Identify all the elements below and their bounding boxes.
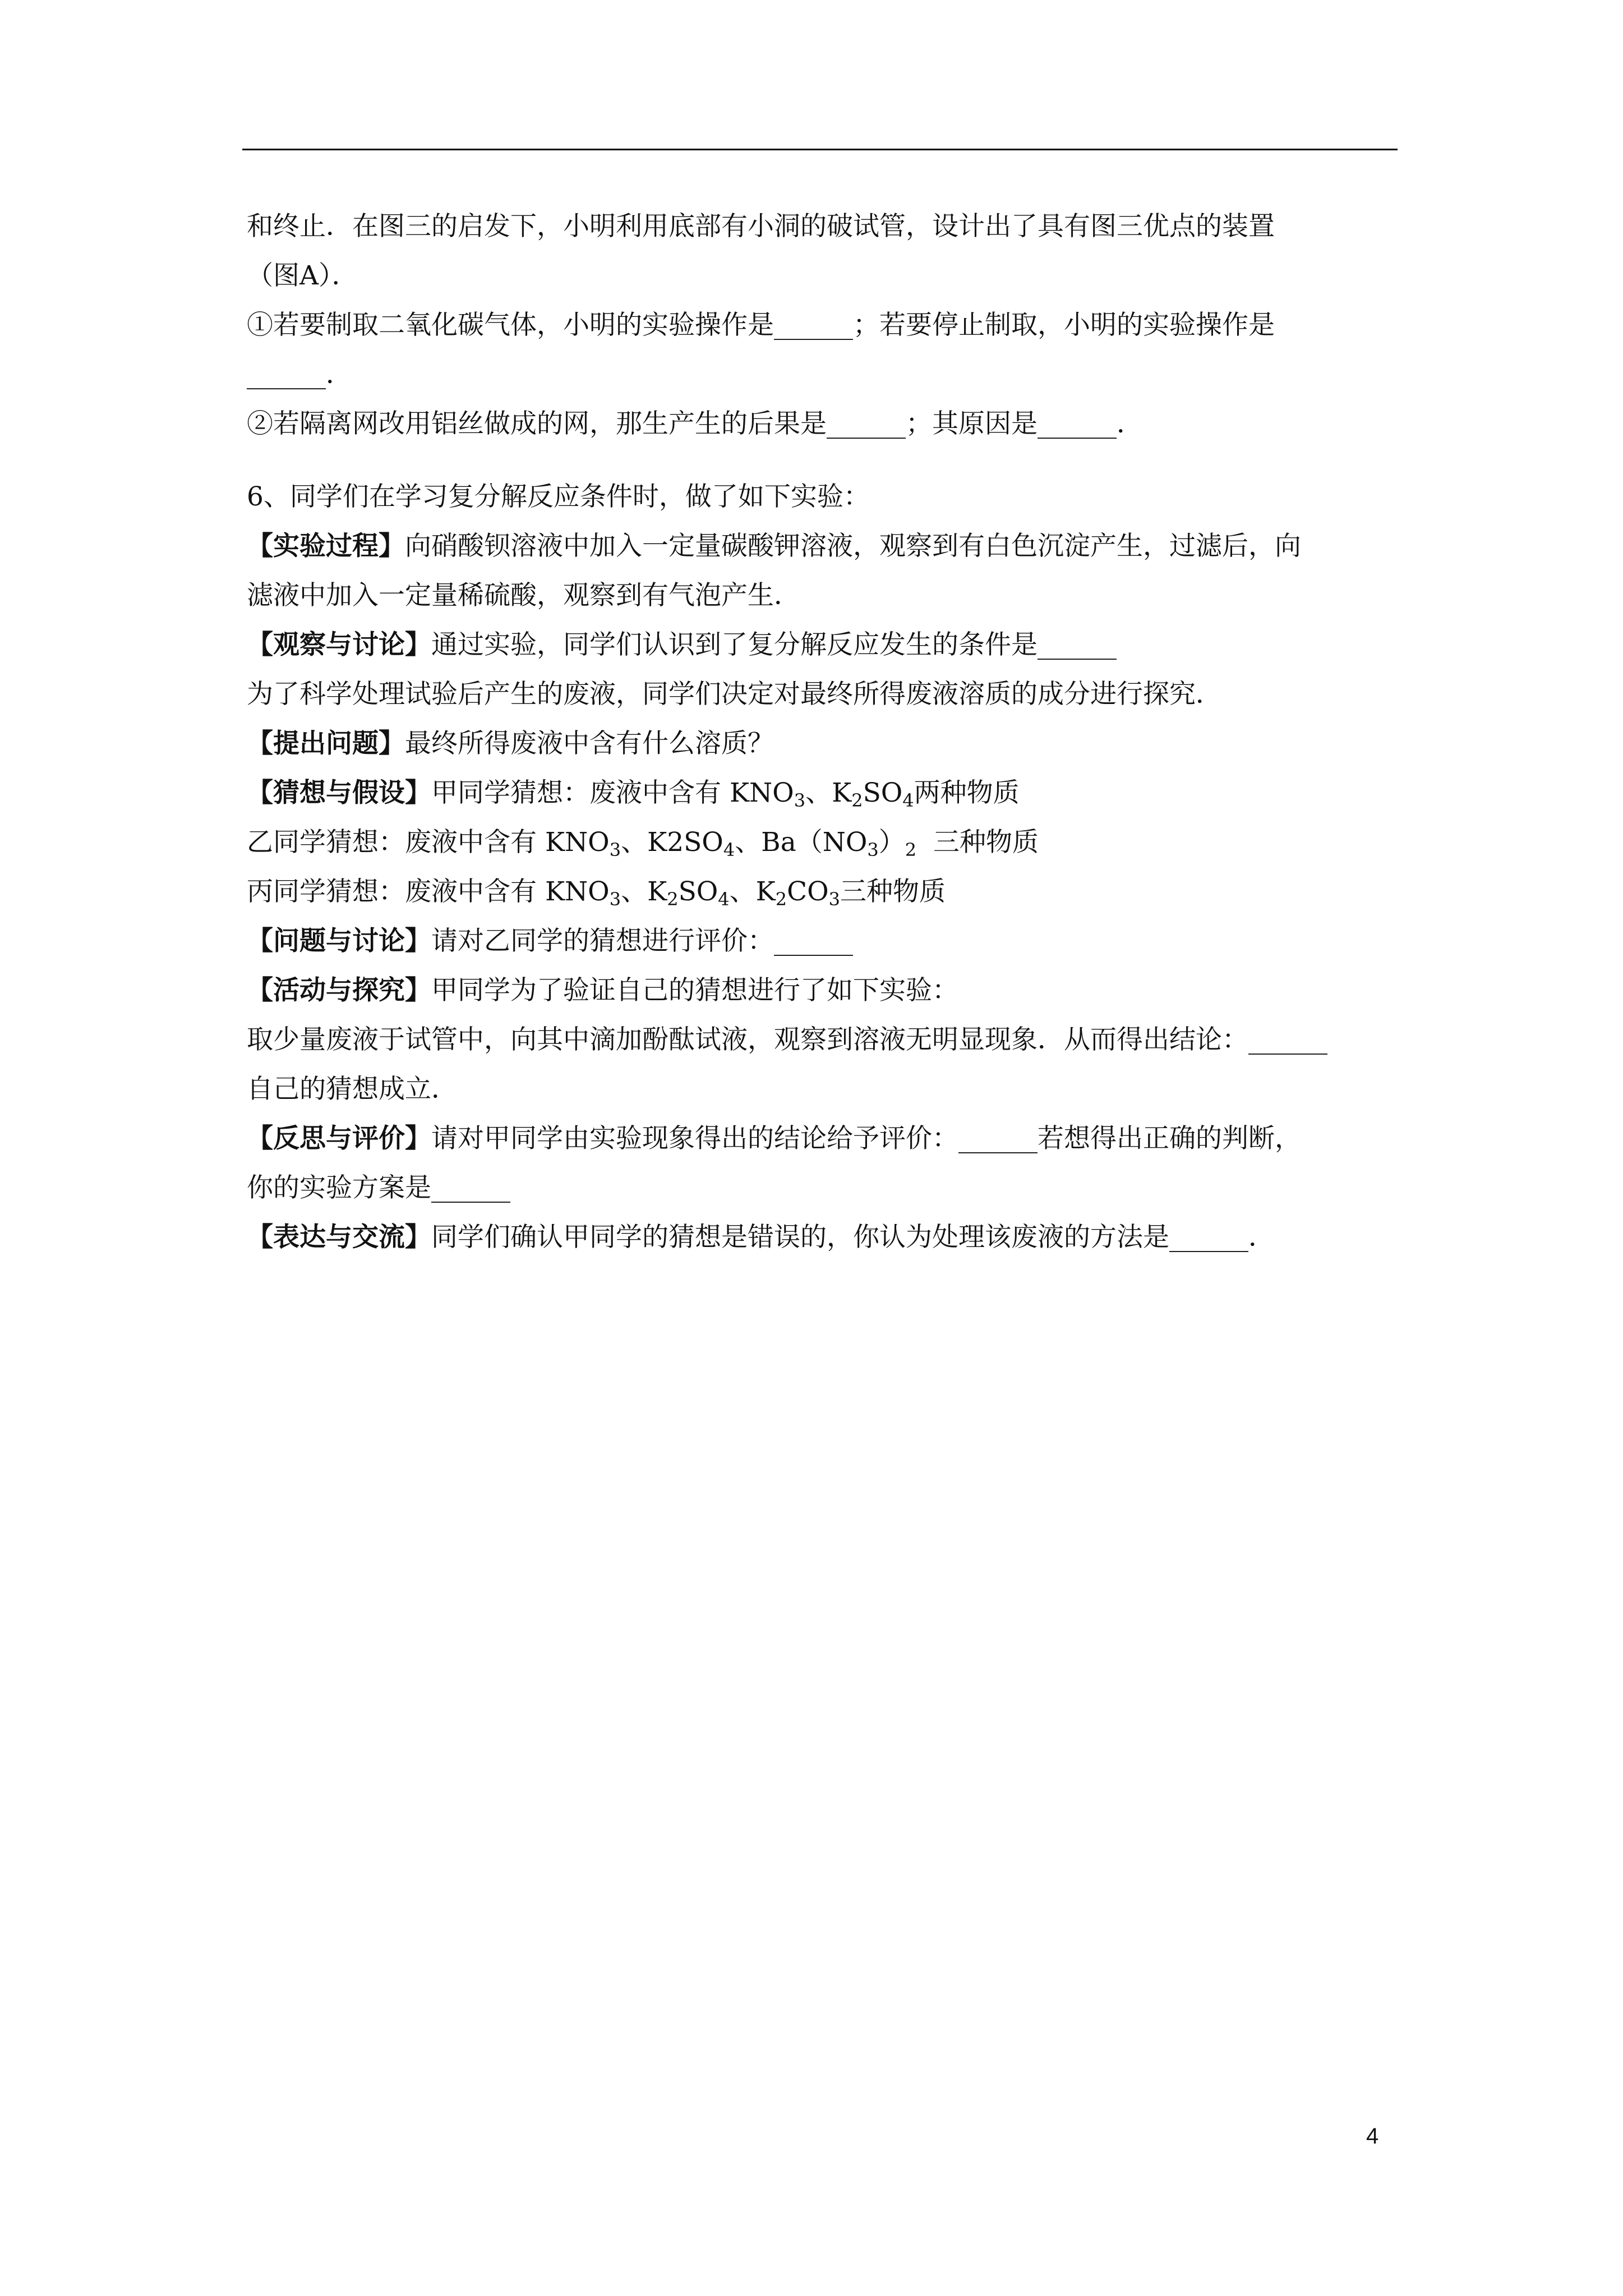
hyp-jia-text: 两种物质 xyxy=(914,777,1020,808)
question-item-1-cont: ______． xyxy=(247,359,352,390)
subscript: 4 xyxy=(718,889,730,910)
hyp-bing-text: 、K xyxy=(621,876,667,907)
question-item-2: ②若隔离网改用铝丝做成的网，那生产生的后果是______；其原因是______． xyxy=(247,408,1143,439)
hypothesis-label: 【猜想与假设】 xyxy=(247,777,431,808)
experiment-process-text: 向硝酸钡溶液中加入一定量碳酸钾溶液，观察到有白色沉淀产生，过滤后，向 xyxy=(405,531,1301,562)
paragraph-gap xyxy=(247,449,1400,472)
subscript: 2 xyxy=(775,889,787,910)
hyp-yi-text: 三种物质 xyxy=(916,827,1039,858)
hyp-yi-text: 乙同学猜想：废液中含有 KNO xyxy=(247,827,610,858)
experiment-process-label: 【实验过程】 xyxy=(247,531,405,562)
document-body xyxy=(247,202,1400,1262)
observe-discuss xyxy=(247,620,1400,670)
hypothesis-bing xyxy=(247,867,1400,917)
observe-discuss-label: 【观察与讨论】 xyxy=(247,629,431,660)
reflect-evaluate-label: 【反思与评价】 xyxy=(247,1123,431,1154)
activity-explore-label: 【活动与探究】 xyxy=(247,975,431,1006)
reflect-evaluate-cont: 你的实验方案是______ xyxy=(247,1172,510,1203)
hyp-jia-text: 甲同学猜想：废液中含有 KNO xyxy=(431,777,794,808)
subscript: 4 xyxy=(902,790,914,811)
experiment-process-cont: 滤液中加入一定量稀硫酸，观察到有气泡产生． xyxy=(247,580,800,611)
subscript: 2 xyxy=(851,790,863,811)
hyp-bing-text: CO xyxy=(787,876,829,907)
hyp-bing-text: 三种物质 xyxy=(840,876,946,907)
activity-explore-cont2: 自己的猜想成立． xyxy=(247,1074,458,1105)
hyp-yi-text: 、K2SO xyxy=(621,827,723,858)
subscript: 3 xyxy=(828,889,840,910)
activity-explore-cont: 取少量废液于试管中，向其中滴加酚酞试液，观察到溶液无明显现象．从而得出结论：______ xyxy=(247,1024,1327,1055)
paragraph-continued: 和终止．在图三的启发下，小明利用底部有小洞的破试管，设计出了具有图三优点的装置 xyxy=(247,211,1275,242)
subscript: 3 xyxy=(794,790,806,811)
experiment-process xyxy=(247,522,1400,571)
purpose-text: 为了科学处理试验后产生的废液，同学们决定对最终所得废液溶质的成分进行探究． xyxy=(247,679,1222,710)
hyp-bing-text: 丙同学猜想：废液中含有 KNO xyxy=(247,876,610,907)
activity-explore-text: 甲同学为了验证自己的猜想进行了如下实验： xyxy=(431,975,958,1006)
raise-question-text: 最终所得废液中含有什么溶质？ xyxy=(405,728,774,759)
subscript: 2 xyxy=(905,839,917,861)
paragraph-figure-ref: （图A）． xyxy=(247,260,358,291)
problem-discussion-label: 【问题与讨论】 xyxy=(247,926,431,956)
hyp-yi-text: ） xyxy=(878,827,905,858)
problem-discussion xyxy=(247,917,1400,966)
hypothesis-yi xyxy=(247,818,1400,867)
subscript: 3 xyxy=(609,839,621,861)
express-exchange-label: 【表达与交流】 xyxy=(247,1222,431,1253)
hyp-bing-text: 、K xyxy=(729,876,776,907)
reflect-evaluate-text: 请对甲同学由实验现象得出的结论给予评价：______若想得出正确的判断， xyxy=(431,1123,1301,1154)
hyp-jia-text: 、K xyxy=(805,777,852,808)
subscript: 3 xyxy=(609,889,621,910)
subscript: 3 xyxy=(867,839,879,861)
header-rule xyxy=(242,149,1398,150)
hypothesis-jia xyxy=(247,769,1400,818)
express-exchange-text: 同学们确认甲同学的猜想是错误的，你认为处理该废液的方法是______． xyxy=(431,1222,1275,1253)
subscript: 4 xyxy=(723,839,735,861)
question-item-1: ①若要制取二氧化碳气体，小明的实验操作是______；若要停止制取，小明的实验操作是 xyxy=(247,310,1275,341)
raise-question xyxy=(247,719,1400,769)
problem-discussion-text: 请对乙同学的猜想进行评价：______ xyxy=(431,926,853,956)
question-6-title: 6、同学们在学习复分解反应条件时，做了如下实验： xyxy=(247,481,870,512)
hyp-jia-text: SO xyxy=(863,777,903,808)
raise-question-label: 【提出问题】 xyxy=(247,728,405,759)
page-number: 4 xyxy=(1366,2124,1379,2148)
reflect-evaluate xyxy=(247,1114,1400,1163)
hyp-bing-text: SO xyxy=(678,876,718,907)
observe-discuss-text: 通过实验，同学们认识到了复分解反应发生的条件是______ xyxy=(431,629,1117,660)
express-exchange xyxy=(247,1213,1400,1262)
subscript: 2 xyxy=(667,889,679,910)
activity-explore xyxy=(247,966,1400,1015)
hyp-yi-text: 、Ba（NO xyxy=(735,827,868,858)
